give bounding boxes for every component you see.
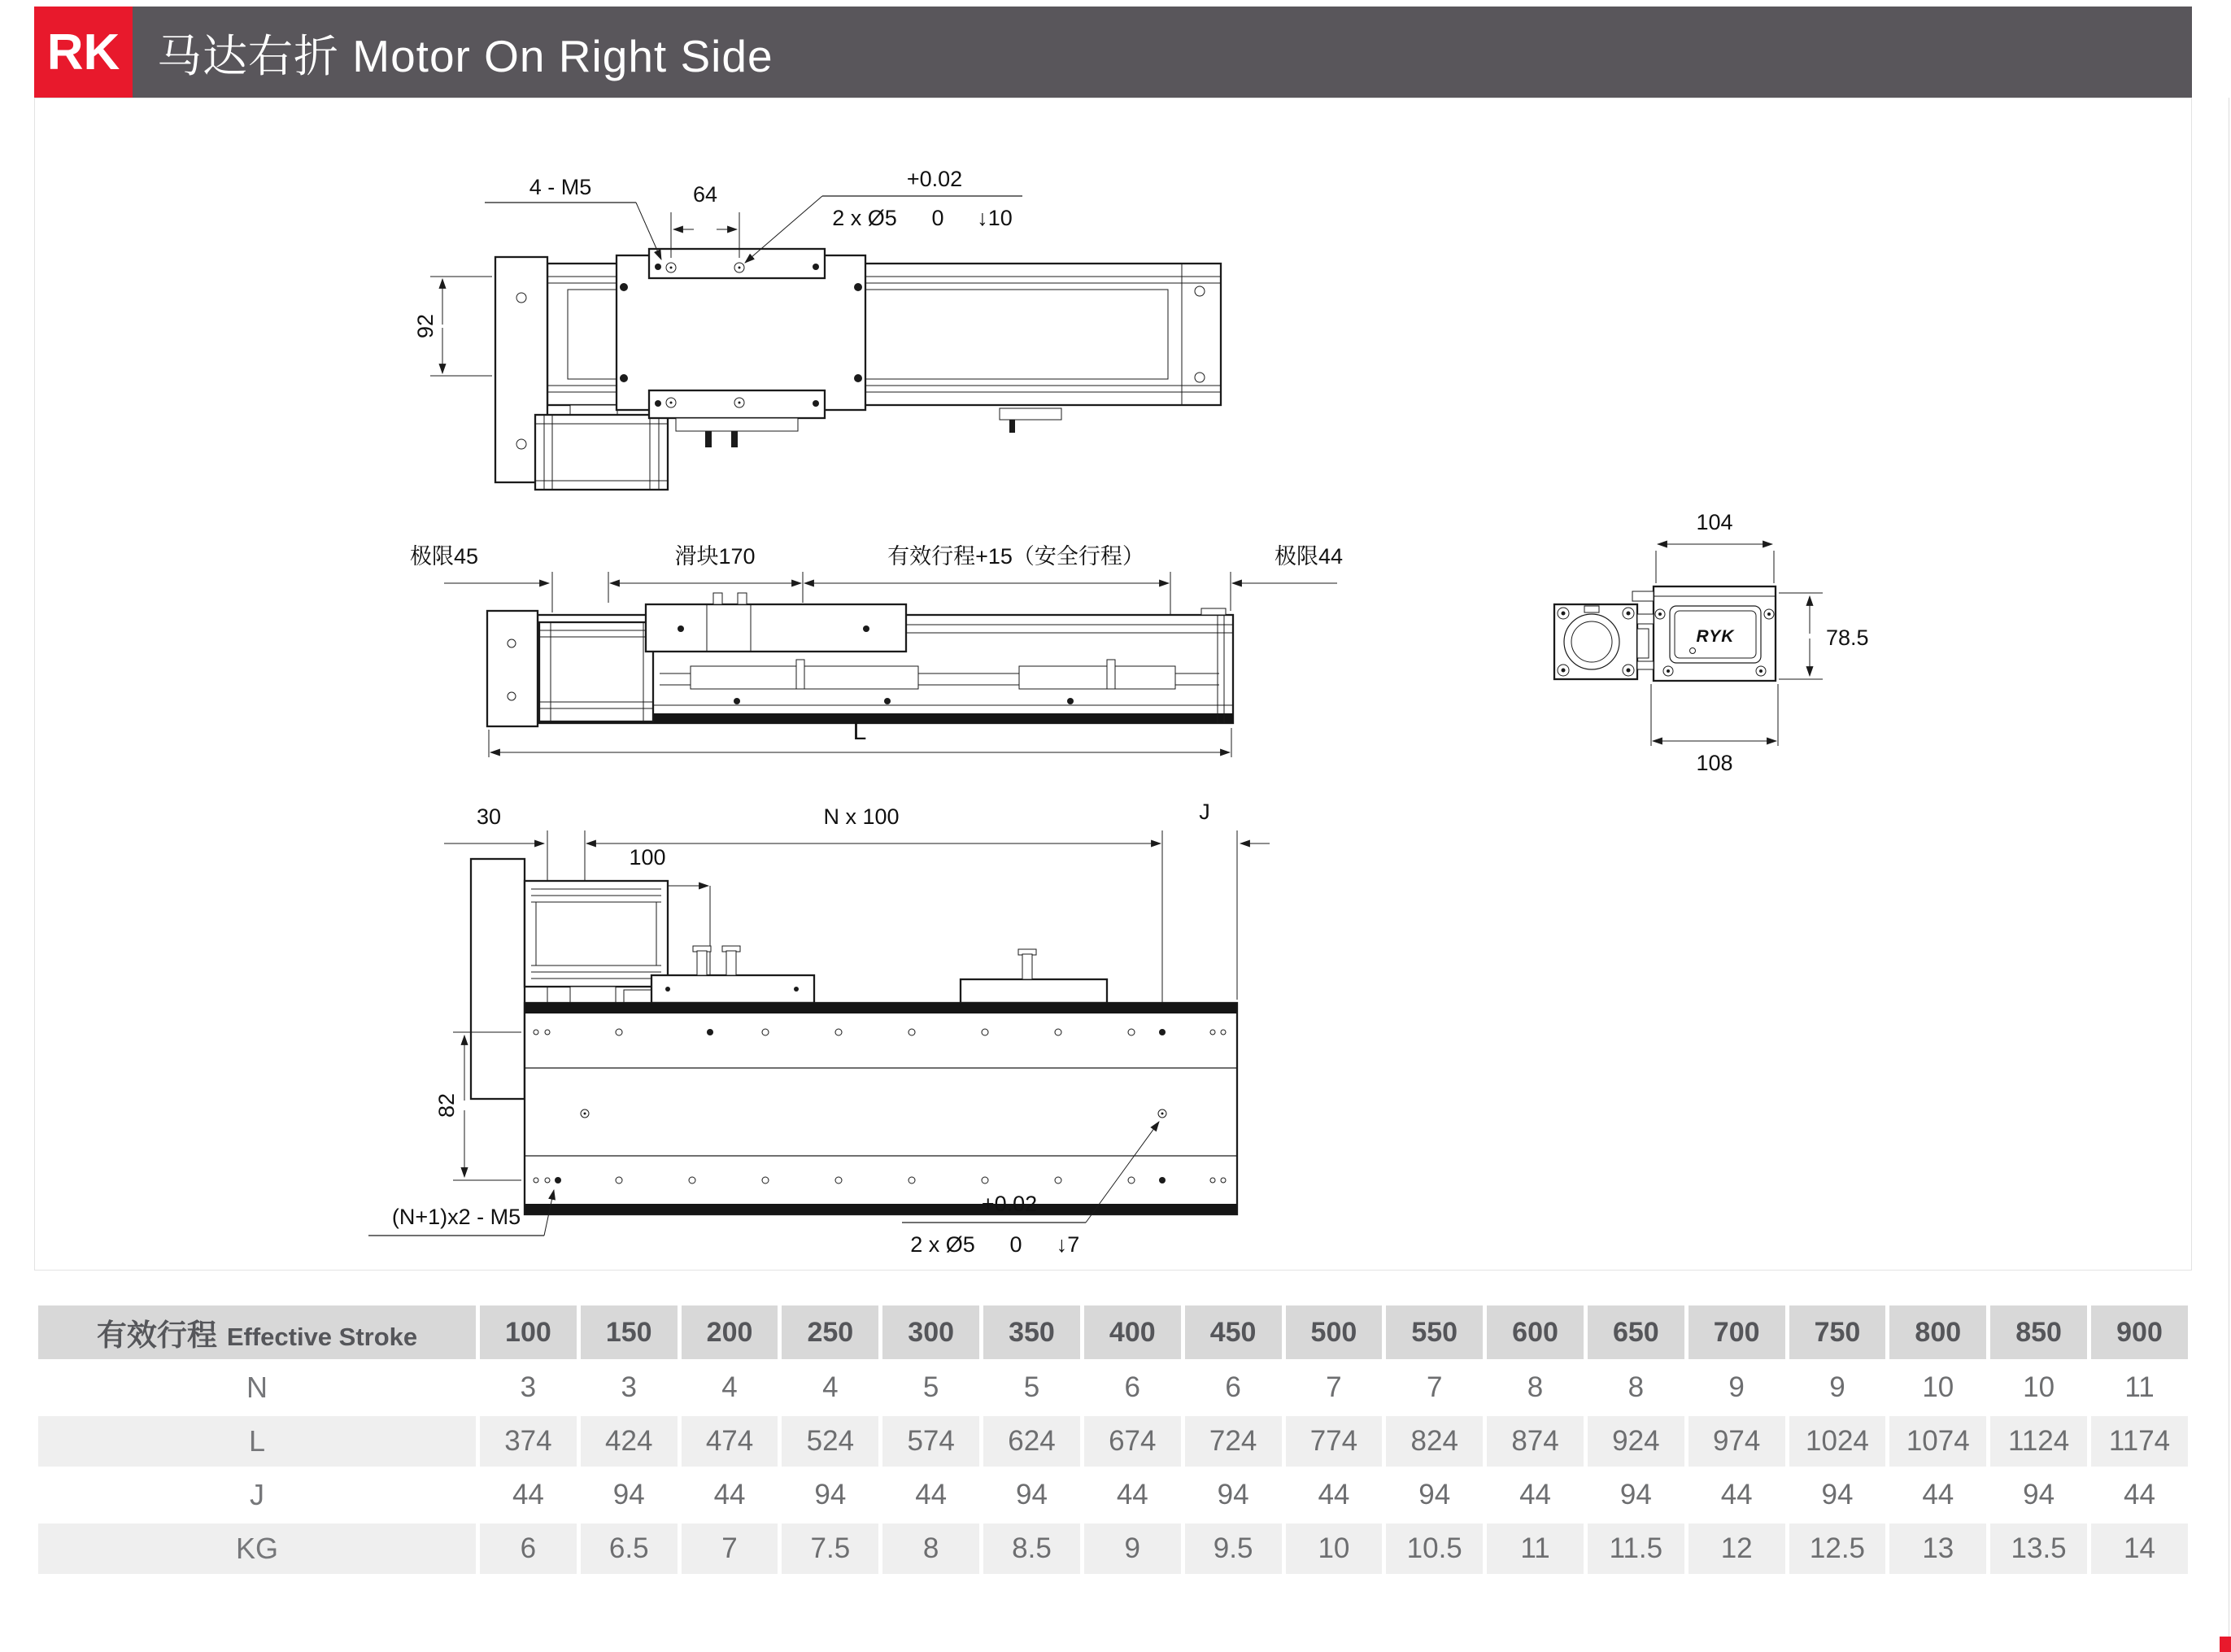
dim-J-label: J (1199, 800, 1210, 824)
spec-cell: 94 (1789, 1470, 1886, 1520)
spec-cell: 94 (983, 1470, 1080, 1520)
spec-cell: 9 (1789, 1362, 1886, 1413)
spec-cell: 974 (1689, 1416, 1785, 1467)
spec-cell: 1024 (1789, 1416, 1886, 1467)
spec-cell: 3 (581, 1362, 678, 1413)
spec-row-J (38, 1470, 2188, 1520)
spec-cell: 10.5 (1386, 1523, 1483, 1574)
stroke-column-header: 900 (2091, 1305, 2188, 1359)
stroke-table-header-row (38, 1305, 2188, 1359)
side-view-motor (539, 622, 653, 721)
spec-cell: 12.5 (1789, 1523, 1886, 1574)
dim-104-label: 104 (1696, 510, 1733, 534)
hole-spec-bottom-label: 2 x Ø5 (910, 1232, 975, 1257)
spec-cell: 10 (1286, 1523, 1383, 1574)
dim-108 (1651, 684, 1778, 775)
spec-cell: 5 (882, 1362, 979, 1413)
bottom-view-bracket (471, 859, 525, 1099)
side-view (410, 544, 1343, 757)
stroke-column-header: 400 (1084, 1305, 1181, 1359)
hole-tolerance-label: +0.02 (906, 167, 963, 191)
spec-cell: 1124 (1990, 1416, 2087, 1467)
dim-92 (413, 277, 492, 376)
spec-cell: 924 (1588, 1416, 1684, 1467)
side-view-carriage (646, 593, 906, 652)
stroke-column-header: 150 (581, 1305, 678, 1359)
bottom-view-carriage-tabs (651, 946, 1107, 1003)
spec-cell: 13.5 (1990, 1523, 2087, 1574)
stroke-column-header: 850 (1990, 1305, 2087, 1359)
dim-78-5-label: 78.5 (1826, 625, 1869, 650)
spec-cell: 14 (2091, 1523, 2188, 1574)
end-view-motor (1554, 604, 1654, 679)
dim-64-label: 64 (692, 182, 718, 207)
spec-cell: 7 (1386, 1362, 1483, 1413)
stroke-column-header: 750 (1789, 1305, 1886, 1359)
stroke-column-header: 450 (1185, 1305, 1282, 1359)
dim-30-label: 30 (476, 804, 502, 829)
spec-cell: 44 (2091, 1470, 2188, 1520)
stroke-column-header: 500 (1286, 1305, 1383, 1359)
spec-cell: 6 (1185, 1362, 1282, 1413)
spec-cell: 44 (882, 1470, 979, 1520)
limit-right-label: 极限44 (1274, 544, 1344, 569)
stroke-table-title: 有效行程 Effective Stroke (38, 1305, 476, 1359)
spec-cell: 44 (682, 1470, 778, 1520)
technical-drawing (35, 98, 2193, 1271)
spec-cell: 44 (1084, 1470, 1181, 1520)
spec-cell: 374 (480, 1416, 577, 1467)
dim-64 (671, 182, 739, 258)
row-label-J: J (38, 1470, 476, 1520)
spec-row-N (38, 1362, 2188, 1413)
spec-cell: 6.5 (581, 1523, 678, 1574)
callout-4m5-label: 4 - M5 (529, 175, 592, 199)
row-label-L: L (38, 1416, 476, 1467)
top-view (413, 167, 1221, 490)
spec-cell: 10 (1990, 1362, 2087, 1413)
spec-cell: 774 (1286, 1416, 1383, 1467)
spec-cell: 474 (682, 1416, 778, 1467)
row-label-KG: KG (38, 1523, 476, 1574)
spec-cell: 8 (1487, 1362, 1584, 1413)
spec-cell: 44 (480, 1470, 577, 1520)
spec-cell: 724 (1185, 1416, 1282, 1467)
spec-cell: 4 (682, 1362, 778, 1413)
hole-depth-label: ↓10 (977, 206, 1013, 230)
spec-cell: 94 (1386, 1470, 1483, 1520)
dim-78-5 (1779, 593, 1869, 679)
spec-cell: 8 (1588, 1362, 1684, 1413)
spec-cell: 5 (983, 1362, 1080, 1413)
spec-cell: 6 (1084, 1362, 1181, 1413)
dim-pitch-label: N x 100 (823, 804, 900, 829)
row-label-N: N (38, 1362, 476, 1413)
spec-cell: 574 (882, 1416, 979, 1467)
end-view (1554, 510, 1869, 775)
page-title: 马达右折 Motor On Right Side (157, 30, 773, 81)
stroke-column-header: 250 (782, 1305, 878, 1359)
spec-cell: 7 (682, 1523, 778, 1574)
hole-depth-bottom-label: ↓7 (1056, 1232, 1080, 1257)
series-badge: RK (34, 7, 133, 98)
bottom-view-motor (525, 881, 668, 1003)
top-view-carriage (617, 249, 865, 418)
spec-cell: 13 (1889, 1523, 1986, 1574)
spec-cell: 624 (983, 1416, 1080, 1467)
stroke-column-header: 100 (480, 1305, 577, 1359)
spec-cell: 3 (480, 1362, 577, 1413)
spec-cell: 4 (782, 1362, 878, 1413)
stroke-table-body (38, 1362, 2188, 1574)
spec-cell: 824 (1386, 1416, 1483, 1467)
spec-cell: 9.5 (1185, 1523, 1282, 1574)
spec-cell: 674 (1084, 1416, 1181, 1467)
spec-cell: 7.5 (782, 1523, 878, 1574)
dim-92-label: 92 (413, 313, 438, 339)
spec-cell: 10 (1889, 1362, 1986, 1413)
bottom-view-base-plate (525, 1003, 1237, 1214)
spec-cell: 8.5 (983, 1523, 1080, 1574)
spec-cell: 874 (1487, 1416, 1584, 1467)
corner-accent-mark (2220, 1637, 2231, 1652)
dim-L-label: L (852, 718, 867, 745)
spec-cell: 44 (1286, 1470, 1383, 1520)
stroke-column-header: 550 (1386, 1305, 1483, 1359)
slider-label: 滑块170 (674, 544, 756, 569)
spec-cell: 424 (581, 1416, 678, 1467)
top-view-motor (535, 405, 668, 490)
dim-82-label: 82 (434, 1092, 459, 1118)
spec-cell: 6 (480, 1523, 577, 1574)
spec-row-KG (38, 1523, 2188, 1574)
hole-tolerance-bottom-label: +0.02 (981, 1192, 1038, 1216)
stroke-column-header: 800 (1889, 1305, 1986, 1359)
spec-cell: 11 (2091, 1362, 2188, 1413)
stroke-column-header: 200 (682, 1305, 778, 1359)
spec-cell: 9 (1689, 1362, 1785, 1413)
hole-spec-label: 2 x Ø5 (832, 206, 897, 230)
spec-table-section (34, 1302, 2192, 1577)
dim-L (489, 718, 1231, 757)
dim-108-label: 108 (1696, 751, 1733, 775)
spec-cell: 44 (1689, 1470, 1785, 1520)
spec-cell: 94 (1588, 1470, 1684, 1520)
spec-cell: 44 (1487, 1470, 1584, 1520)
spec-cell: 9 (1084, 1523, 1181, 1574)
drawing-panel (34, 98, 2192, 1271)
spec-cell: 11.5 (1588, 1523, 1684, 1574)
callout-4m5 (485, 175, 661, 259)
dim-100-label: 100 (629, 845, 666, 870)
bottom-view (368, 800, 1270, 1257)
side-view-end-plate (487, 611, 538, 726)
stroke-column-header: 350 (983, 1305, 1080, 1359)
stroke-column-header: 300 (882, 1305, 979, 1359)
stroke-column-header: 650 (1588, 1305, 1684, 1359)
spec-cell: 8 (882, 1523, 979, 1574)
spec-cell: 44 (1889, 1470, 1986, 1520)
spec-cell: 1174 (2091, 1416, 2188, 1467)
spec-row-L (38, 1416, 2188, 1467)
spec-cell: 7 (1286, 1362, 1383, 1413)
brand-logo: RYK (1696, 627, 1735, 646)
stroke-column-header: 700 (1689, 1305, 1785, 1359)
header-bar (34, 7, 2192, 98)
hole-zero-bottom-label: 0 (1009, 1232, 1022, 1257)
spec-cell: 12 (1689, 1523, 1785, 1574)
spec-cell: 11 (1487, 1523, 1584, 1574)
spec-cell: 94 (1990, 1470, 2087, 1520)
hole-zero-label: 0 (931, 206, 944, 230)
callout-m5-bottom-label: (N+1)x2 - M5 (391, 1205, 521, 1229)
stroke-column-header: 600 (1487, 1305, 1584, 1359)
spec-cell: 94 (581, 1470, 678, 1520)
spec-cell: 1074 (1889, 1416, 1986, 1467)
stroke-label: 有效行程+15（安全行程） (887, 544, 1144, 569)
spec-cell: 524 (782, 1416, 878, 1467)
stroke-table (34, 1302, 2192, 1577)
spec-cell: 94 (782, 1470, 878, 1520)
limit-left-label: 极限45 (409, 544, 479, 569)
dim-104 (1656, 510, 1774, 583)
spec-cell: 94 (1185, 1470, 1282, 1520)
